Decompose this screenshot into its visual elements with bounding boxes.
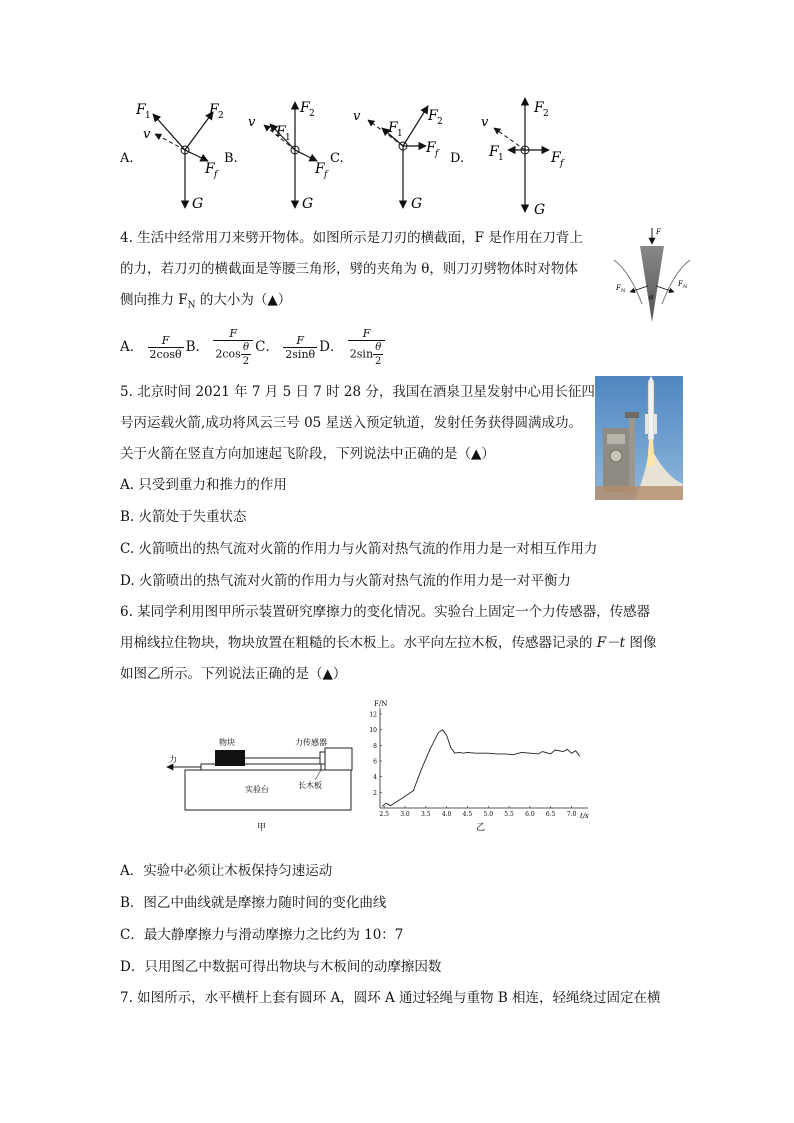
option-d-label: D. bbox=[450, 151, 465, 166]
q5-line-3: 关于火箭在竖直方向加速起飞阶段，下列说法中正确的是（▲） bbox=[120, 446, 495, 462]
q6-line-1: 6. 某同学利用图甲所示装置研究摩擦力的变化情况。实验台上固定一个力传感器，传感器 bbox=[120, 604, 651, 620]
q4-line-2: 的力，若刀刃的横截面是等腰三角形，劈的夹角为 θ，则刀刃劈物体时对物体 bbox=[120, 261, 578, 277]
y-tick-label: 8 bbox=[373, 742, 377, 750]
svg-text:F: F bbox=[678, 280, 683, 288]
force-curve bbox=[382, 730, 580, 807]
svg-text:G: G bbox=[411, 196, 423, 212]
svg-text:F: F bbox=[616, 284, 621, 292]
q4-option-b: B． F 2cos $\frac{\theta}{2}$ bbox=[186, 327, 254, 368]
q6-option-a: A．实验中必须让木板保持匀速运动 bbox=[120, 863, 333, 879]
svg-text:F: F bbox=[551, 150, 561, 166]
y-tick-label: 10 bbox=[369, 727, 377, 735]
x-tick-label: 6.0 bbox=[525, 811, 535, 818]
q7-line-1: 7. 如图所示，水平横杆上套有圆环 A，圆环 A 通过轻绳与重物 B 相连，轻绳绕过固定在横 bbox=[120, 990, 661, 1006]
svg-text:F: F bbox=[388, 120, 398, 136]
svg-text:力: 力 bbox=[169, 755, 177, 764]
y-tick-label: 4 bbox=[373, 774, 377, 782]
x-tick-label: 6.5 bbox=[545, 811, 556, 818]
svg-text:f: f bbox=[214, 170, 218, 180]
svg-text:1: 1 bbox=[397, 129, 403, 139]
q5-option-c: C. 火箭喷出的热气流对火箭的作用力与火箭对热气流的作用力是一对相互作用力 bbox=[120, 541, 598, 557]
x-tick-label: 2.5 bbox=[379, 811, 389, 818]
svg-text:G: G bbox=[302, 196, 314, 212]
x-tick-label: 4.5 bbox=[462, 811, 473, 818]
q5-option-b: B. 火箭处于失重状态 bbox=[120, 509, 247, 525]
svg-text:2: 2 bbox=[218, 111, 224, 121]
y-tick-label: 2 bbox=[373, 789, 377, 797]
diagram-d bbox=[481, 98, 565, 218]
option-c-label: C. bbox=[330, 151, 344, 166]
y-tick-label: 12 bbox=[369, 711, 377, 719]
force-diagrams-row bbox=[110, 90, 600, 220]
rocket-launch-photo bbox=[595, 376, 683, 500]
svg-text:v: v bbox=[353, 109, 361, 124]
x-tick-label: 5.0 bbox=[483, 811, 494, 818]
x-tick-label: 7.0 bbox=[566, 811, 577, 818]
x-axis-label: t/s bbox=[580, 812, 589, 820]
svg-text:物块: 物块 bbox=[219, 738, 235, 747]
apparatus-figure bbox=[165, 728, 360, 838]
svg-text:N: N bbox=[621, 288, 626, 294]
q5-line-2: 号丙运载火箭,成功将风云三号 05 星送入预定轨道，发射任务获得圆满成功。 bbox=[120, 415, 583, 431]
q4-options bbox=[120, 322, 385, 372]
q4-line-1: 4. 生活中经常用刀来劈开物体。如图所示是刀刃的横截面，F 是作用在刀背上 bbox=[120, 230, 583, 246]
y-axis-label: F/N bbox=[374, 700, 388, 708]
svg-text:2: 2 bbox=[437, 117, 443, 127]
diagram-a bbox=[135, 102, 224, 212]
y-tick-label: 6 bbox=[373, 758, 377, 766]
x-tick-label: 3.0 bbox=[400, 811, 410, 818]
svg-text:2: 2 bbox=[309, 109, 315, 119]
q4-line-3: 侧向推力 $F_N$ 的大小为（▲） bbox=[120, 292, 292, 311]
x-tick-label: 4.0 bbox=[441, 811, 452, 818]
knife-f-label: F bbox=[656, 228, 661, 236]
svg-text:1: 1 bbox=[498, 153, 504, 163]
x-tick-label: 3.5 bbox=[421, 811, 431, 818]
q6-line-3: 如图乙所示。下列说法正确的是（▲） bbox=[120, 666, 347, 682]
option-a-label: A. bbox=[120, 151, 134, 166]
svg-text:v: v bbox=[481, 115, 489, 130]
svg-text:v: v bbox=[143, 127, 151, 142]
knife-blade bbox=[640, 246, 664, 322]
svg-text:F: F bbox=[428, 108, 438, 124]
chart-svg bbox=[362, 700, 594, 836]
force-diagrams-svg bbox=[110, 90, 600, 220]
q6-option-c: C．最大静摩擦力与滑动摩擦力之比约为 10：7 bbox=[120, 927, 404, 943]
x-tick-label: 5.5 bbox=[504, 811, 514, 818]
q5-line-1: 5. 北京时间 2021 年 7 月 5 日 7 时 28 分，我国在酒泉卫星发射中心用长征四 bbox=[120, 384, 595, 400]
q4-option-d: D． F 2sin $\frac{\theta}{2}$ bbox=[319, 327, 385, 368]
svg-text:f: f bbox=[435, 149, 439, 159]
svg-text:v: v bbox=[248, 115, 256, 130]
q6-line-2: 用棉线拉住物块，物块放置在粗糙的长木板上。水平向左拉木板，传感器记录的 F－t 图像 bbox=[120, 635, 657, 651]
force-time-chart bbox=[362, 700, 594, 836]
svg-text:2: 2 bbox=[543, 109, 549, 119]
q6-option-b: B．图乙中曲线就是摩擦力随时间的变化曲线 bbox=[120, 895, 387, 911]
svg-text:G: G bbox=[192, 196, 204, 212]
q4-option-c: C． $\frac{F}{2\sin\theta}$ bbox=[255, 333, 316, 361]
diagram-b bbox=[248, 100, 329, 212]
q6-option-d: D．只用图乙中数据可得出物块与木板间的动摩擦因数 bbox=[120, 959, 442, 975]
q5-option-d: D. 火箭喷出的热气流对火箭的作用力与火箭对热气流的作用力是一对平衡力 bbox=[120, 573, 571, 589]
svg-text:F: F bbox=[315, 161, 325, 177]
diagram-a-f1-label: F bbox=[136, 102, 146, 118]
svg-text:F: F bbox=[489, 144, 499, 160]
svg-text:力传感器: 力传感器 bbox=[295, 738, 327, 747]
q4-option-a: A． $\frac{F}{2\cos\theta}$ bbox=[120, 333, 182, 361]
svg-text:f: f bbox=[560, 159, 564, 169]
svg-text:1: 1 bbox=[145, 111, 151, 121]
knife-figure bbox=[612, 224, 692, 324]
chart-caption: 乙 bbox=[476, 823, 486, 833]
svg-text:F: F bbox=[534, 100, 544, 116]
diagram-c bbox=[353, 106, 443, 212]
apparatus-caption: 甲 bbox=[257, 823, 267, 833]
option-b-label: B. bbox=[224, 151, 238, 166]
svg-text:实验台: 实验台 bbox=[245, 785, 269, 794]
svg-text:F: F bbox=[300, 100, 310, 116]
svg-text:F: F bbox=[426, 140, 436, 156]
svg-text:N: N bbox=[683, 284, 688, 290]
svg-text:长木板: 长木板 bbox=[298, 781, 322, 790]
force-sensor bbox=[325, 748, 352, 770]
svg-text:G: G bbox=[534, 202, 546, 218]
block bbox=[215, 750, 245, 766]
svg-text:F: F bbox=[205, 161, 215, 177]
q5-option-a: A. 只受到重力和推力的作用 bbox=[120, 477, 287, 493]
svg-text:1: 1 bbox=[285, 133, 291, 143]
svg-text:f: f bbox=[324, 170, 328, 180]
svg-text:θ: θ bbox=[649, 294, 654, 302]
svg-text:F: F bbox=[209, 102, 219, 118]
svg-text:F: F bbox=[276, 124, 286, 140]
